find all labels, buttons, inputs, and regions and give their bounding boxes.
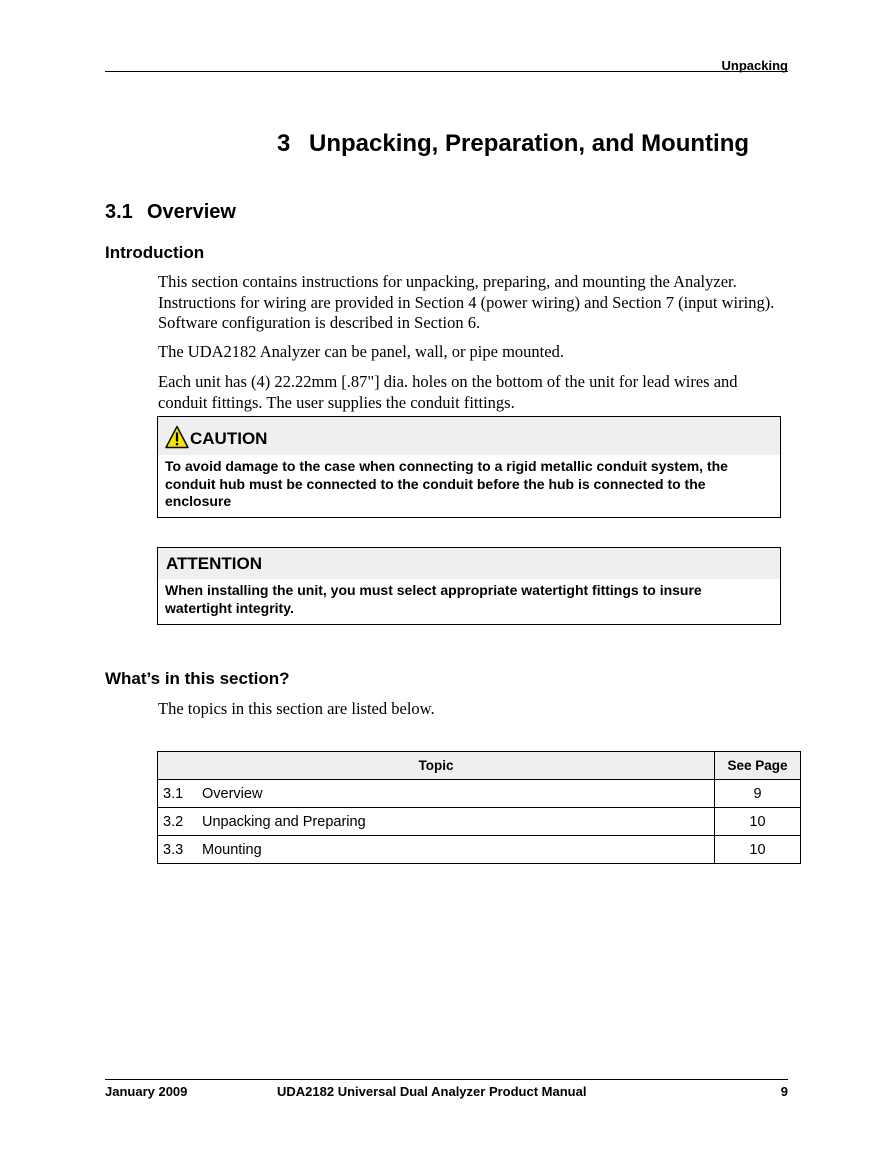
topics-table [157, 751, 801, 864]
footer-manual-title: UDA2182 Universal Dual Analyzer Product Manual [277, 1084, 587, 1099]
topic-number: 3.2 [163, 813, 184, 830]
whats-in-intro: The topics in this section are listed below. [158, 699, 435, 718]
introduction-heading: Introduction [105, 243, 205, 262]
attention-header [158, 548, 780, 579]
caution-box [157, 416, 781, 518]
chapter-number: 3 [277, 130, 291, 157]
topic-cell [158, 836, 715, 864]
section-title [105, 201, 236, 224]
section-number: 3.1 [105, 201, 133, 223]
chapter-title [277, 130, 749, 158]
chapter-title-text: Unpacking, Preparation, and Mounting [309, 130, 750, 157]
topic-cell [158, 808, 715, 836]
topic-link[interactable]: Mounting [202, 841, 262, 858]
page-number-cell: 10 [715, 836, 801, 864]
table-header-topic: Topic [158, 752, 715, 780]
topic-link[interactable]: Overview [202, 785, 263, 802]
attention-text: When installing the unit, you must select appropriate watertight fittings to insure watertight integrity. [165, 582, 702, 616]
attention-title: ATTENTION [166, 554, 263, 573]
table-row [158, 836, 801, 864]
topic-link[interactable]: Unpacking and Preparing [202, 813, 366, 830]
section-title-text: Overview [147, 201, 236, 223]
table-row [158, 780, 801, 808]
header-rule [105, 71, 788, 72]
table-header-see-page: See Page [715, 752, 801, 780]
intro-paragraph-2: The UDA2182 Analyzer can be panel, wall, or pipe mounted. [158, 342, 564, 361]
table-row [158, 808, 801, 836]
warning-triangle-icon [165, 425, 189, 449]
topic-cell [158, 780, 715, 808]
topic-number: 3.3 [163, 841, 184, 858]
caution-text: To avoid damage to the case when connecting to a rigid metallic conduit system, the conduit hub must be connected to the conduit before the hub is connected to the enclosure [165, 458, 728, 509]
page-number-cell: 10 [715, 808, 801, 836]
caution-header [158, 417, 780, 455]
whats-in-section-heading: What’s in this section? [105, 669, 290, 688]
page-number-cell: 9 [715, 780, 801, 808]
intro-paragraph-1: This section contains instructions for unpacking, preparing, and mounting the Analyzer. Instructions for wiring are provided in Section 4 (power wiring) and Section 7 (input wiring). Software configuration is described in Section 6. [158, 272, 775, 332]
footer-rule [105, 1079, 788, 1080]
running-header: Unpacking [721, 58, 788, 73]
table-header-row [158, 752, 801, 780]
topic-number: 3.1 [163, 785, 184, 802]
footer-page-number: 9 [780, 1084, 788, 1099]
footer-date: January 2009 [105, 1084, 188, 1099]
caution-title: CAUTION [190, 429, 268, 448]
attention-box [157, 547, 781, 625]
intro-paragraph-3: Each unit has (4) 22.22mm [.87"] dia. holes on the bottom of the unit for lead wires and conduit fittings. The user supplies the conduit fittings. [158, 372, 738, 412]
